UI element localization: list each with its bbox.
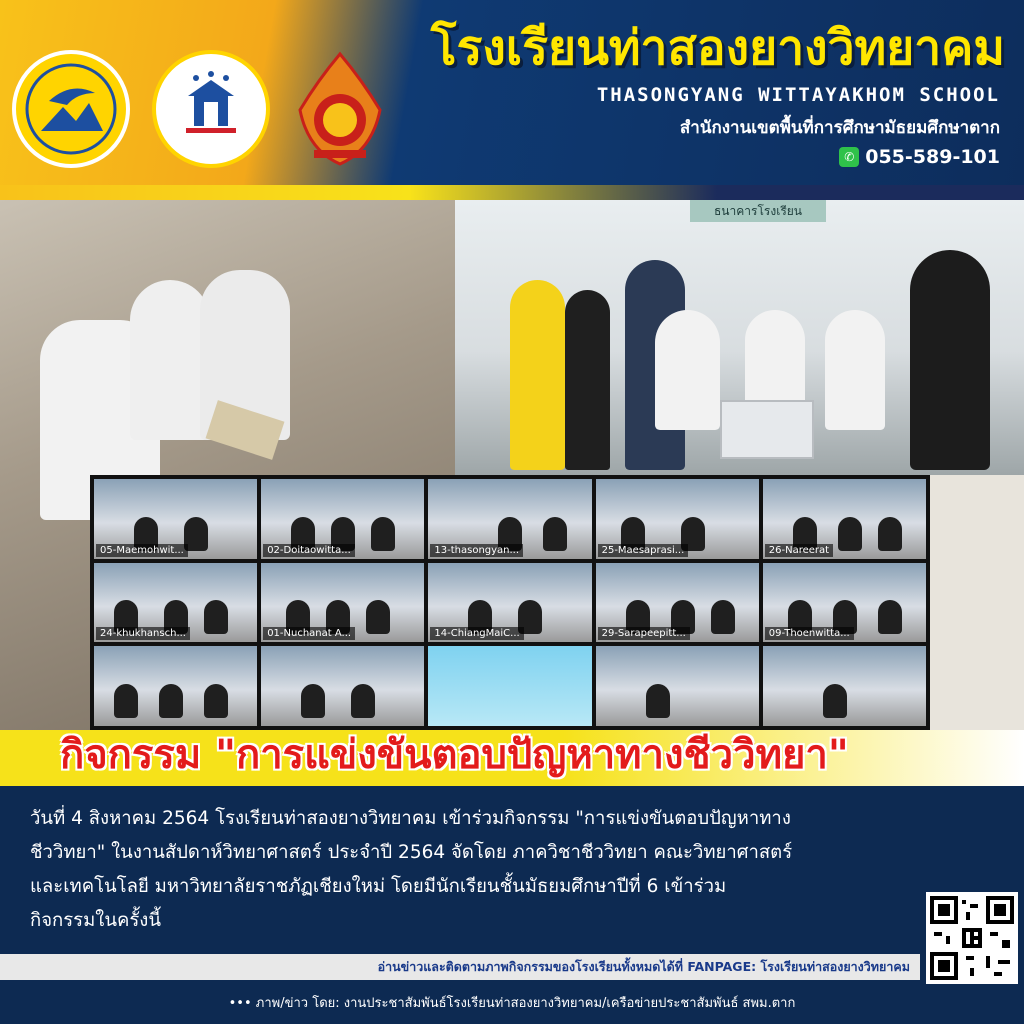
bank-sign: ธนาคารโรงเรียน [690, 200, 826, 222]
teacher-figure [910, 250, 990, 470]
teacher-figure [565, 290, 610, 470]
description-line: กิจกรรมในครั้งนี้ [30, 910, 161, 931]
header-stripe [0, 185, 1024, 200]
quality-school-logo [152, 50, 270, 168]
education-office: สำนักงานเขตพื้นที่การศึกษามัธยมศึกษาตาก [679, 118, 1000, 138]
activity-title: กิจกรรม "การแข่งขันตอบปัญหาทางชีววิทยา" [60, 732, 849, 778]
students-laptop-photo [455, 200, 1024, 475]
laptop-device [720, 400, 814, 459]
photo-credit: ••• ภาพ/ข่าว โดย: งานประชาสัมพันธ์โรงเรียนท่าสองยางวิทยาคม/เครือข่ายประชาสัมพันธ์ สพม.ตาก [228, 996, 796, 1011]
student-figure [825, 310, 885, 430]
qr-code[interactable] [926, 892, 1018, 984]
phone-number: 055-589-101 [865, 146, 1000, 168]
video-tile [763, 646, 926, 726]
header-banner [0, 0, 1024, 200]
activity-description [30, 802, 995, 938]
school-name-english: THASONGYANG WITTAYAKHOM SCHOOL [596, 84, 1000, 106]
description-line: และเทคโนโลยี มหาวิทยาลัยราชภัฏเชียงใหม่ โดยมีนักเรียนชั้นมัธยมศึกษาปีที่ 6 เข้าร่วม [30, 876, 727, 897]
video-tile: 24-khukhansch... [94, 563, 257, 643]
fanpage-link[interactable]: อ่านข่าวและติดตามภาพกิจกรรมของโรงเรียนทั้งหมดได้ที่ FANPAGE: โรงเรียนท่าสองยางวิทยาคม [377, 959, 910, 974]
video-tile: 29-Sarapeepitt... [596, 563, 759, 643]
qr-pattern-icon [930, 896, 1014, 980]
video-tile: 14-ChiangMaiC... [428, 563, 591, 643]
description-line: ชีววิทยา" ในงานสัปดาห์วิทยาศาสตร์ ประจำปี 2564 จัดโดย ภาควิชาชีววิทยา คณะวิทยาศาสตร์ [30, 842, 793, 863]
school-name-thai: โรงเรียนท่าสองยางวิทยาคม [430, 20, 1005, 76]
video-tile [596, 646, 759, 726]
video-tile [261, 646, 424, 726]
phone-icon: ✆ [839, 147, 859, 167]
student-figure [130, 280, 210, 440]
video-tile: 26-Nareerat [763, 479, 926, 559]
video-tile [94, 646, 257, 726]
teacher-figure [510, 280, 565, 470]
video-tile: 02-Doitaowitta... [261, 479, 424, 559]
activity-photo-collage [0, 200, 1024, 730]
school-emblem-logo [12, 50, 130, 168]
description-line: วันที่ 4 สิงหาคม 2564 โรงเรียนท่าสองยางวิทยาคม เข้าร่วมกิจกรรม "การแข่งขันตอบปัญหาทาง [30, 808, 791, 829]
video-tile [428, 646, 591, 726]
student-figure [655, 310, 720, 430]
phone-contact [830, 146, 1000, 168]
video-tile: 05-Maemohwit... [94, 479, 257, 559]
video-conference-grid [90, 475, 930, 730]
video-tile: 09-Thoenwitta... [763, 563, 926, 643]
video-tile: 13-thasongyan... [428, 479, 591, 559]
video-tile: 01-Nuchanat A... [261, 563, 424, 643]
video-tile: 25-Maesaprasi... [596, 479, 759, 559]
